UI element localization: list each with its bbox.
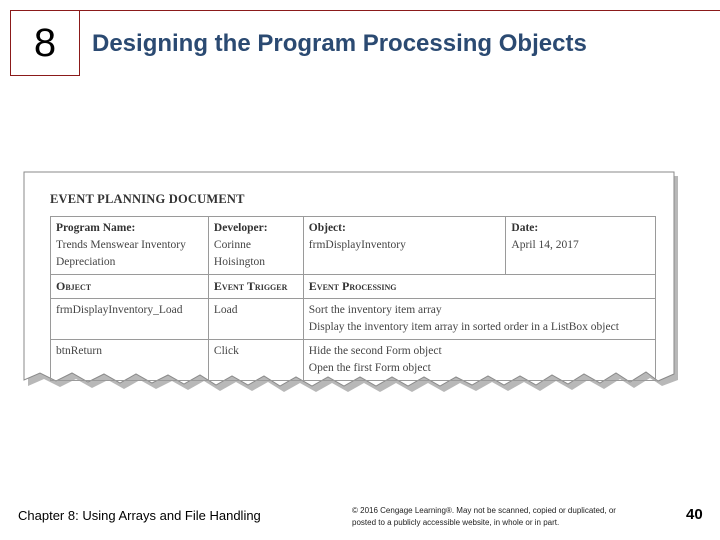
- chapter-number-box: [10, 10, 80, 76]
- date-label: Date:: [511, 222, 539, 234]
- footer-chapter-label: Chapter 8: Using Arrays and File Handling: [18, 508, 261, 523]
- col-header-event-trigger: Event Trigger: [208, 275, 303, 299]
- program-name-line2: Depreciation: [56, 256, 116, 268]
- table-row: [51, 299, 656, 340]
- row-object: btnReturn: [51, 340, 209, 381]
- row-processing: [303, 299, 655, 340]
- date-cell: [506, 217, 656, 275]
- chapter-number: 8: [33, 20, 57, 65]
- developer-line2: Hoisington: [213, 256, 266, 268]
- column-header-row: [51, 275, 656, 299]
- col-header-event-processing: Event Processing: [303, 275, 655, 299]
- processing-line: Display the inventory item array in sorted order in a ListBox object: [308, 321, 619, 333]
- processing-line: Sort the inventory item array: [308, 304, 442, 316]
- page-number: 40: [686, 506, 703, 523]
- developer-label: Developer:: [213, 222, 268, 234]
- title-rule: [80, 10, 720, 11]
- program-name-line1: Trends Menswear Inventory: [56, 239, 186, 251]
- col-header-object: Object: [51, 275, 209, 299]
- processing-line: Open the first Form object: [308, 362, 431, 374]
- row-processing: [303, 340, 655, 381]
- document-content: [50, 192, 678, 381]
- event-planning-document: [22, 170, 682, 405]
- object-info-label: Object:: [308, 222, 346, 234]
- event-planning-table: [50, 216, 656, 381]
- info-header-row: [51, 217, 656, 275]
- object-info-cell: [303, 217, 506, 275]
- row-trigger: Load: [208, 299, 303, 340]
- date-value: April 14, 2017: [511, 239, 579, 251]
- row-object: frmDisplayInventory_Load: [51, 299, 209, 340]
- developer-line1: Corinne: [213, 239, 251, 251]
- program-name-cell: [51, 217, 209, 275]
- object-info-value: frmDisplayInventory: [308, 239, 406, 251]
- developer-cell: [208, 217, 303, 275]
- table-row: [51, 340, 656, 381]
- program-name-label: Program Name:: [56, 222, 136, 234]
- row-trigger: Click: [208, 340, 303, 381]
- footer-copyright: © 2016 Cengage Learning®. May not be scanned, copied or duplicated, or posted to a publicly accessible website, in whole or in part.: [352, 506, 616, 527]
- document-heading: EVENT PLANNING DOCUMENT: [50, 192, 245, 206]
- slide-title: Designing the Program Processing Objects: [92, 30, 587, 57]
- processing-line: Hide the second Form object: [308, 345, 442, 357]
